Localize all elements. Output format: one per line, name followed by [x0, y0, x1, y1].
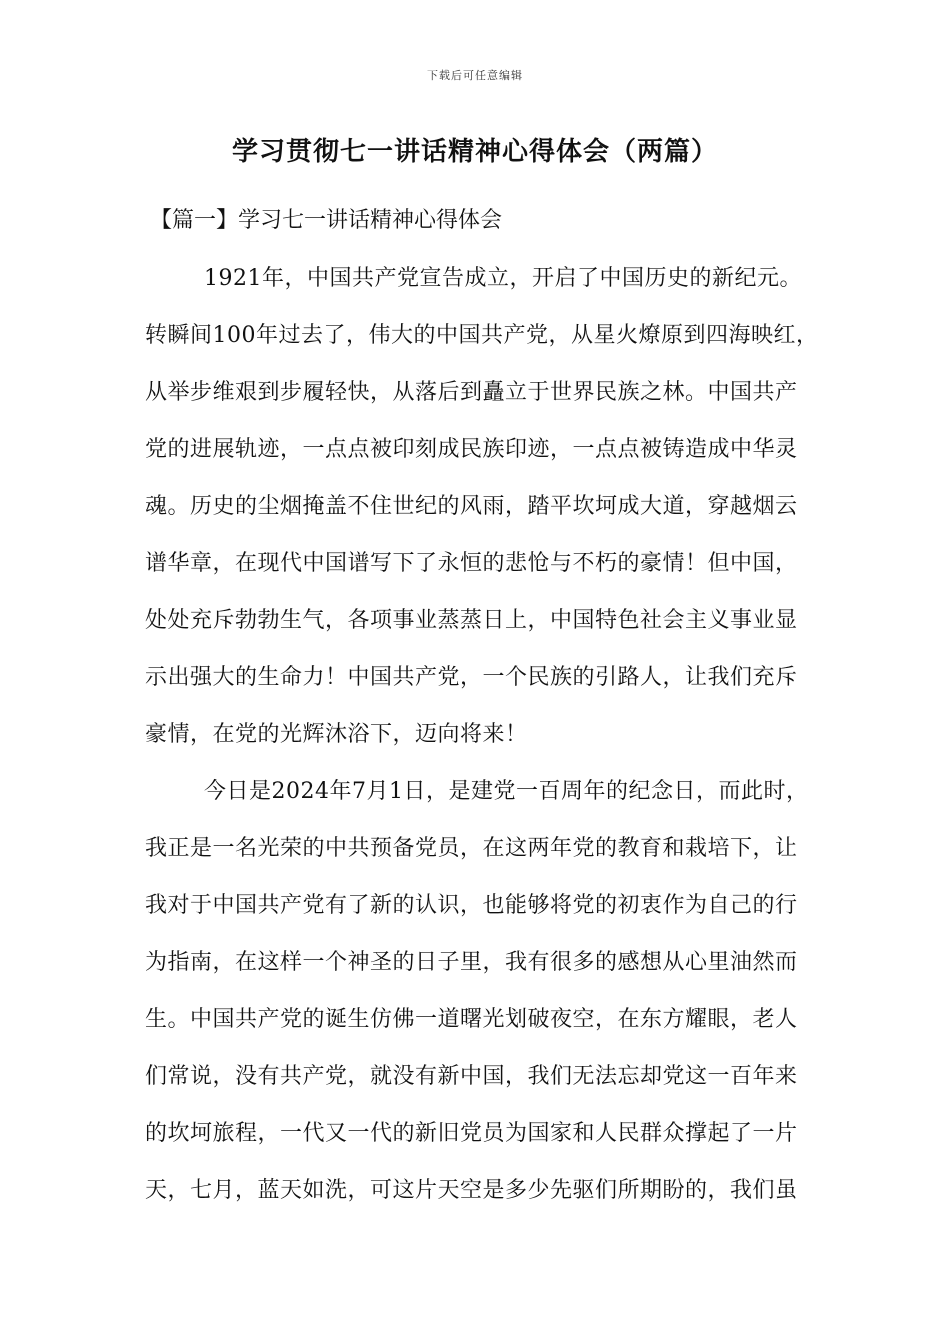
- paragraph-line: 生。中国共产党的诞生仿佛一道曙光划破夜空，在东方耀眼，老人: [145, 1007, 798, 1032]
- header-note: 下载后可任意编辑: [427, 69, 523, 82]
- paragraph-line: 转瞬间100年过去了，伟大的中国共产党，从星火燎原到四海映红，: [145, 323, 819, 348]
- paragraph-line: 的坎坷旅程，一代又一代的新旧党员为国家和人民群众撑起了一片: [145, 1121, 798, 1146]
- paragraph-line: 们常说，没有共产党，就没有新中国，我们无法忘却党这一百年来: [145, 1064, 798, 1089]
- paragraph-line: 从举步维艰到步履轻快，从落后到矗立于世界民族之林。中国共产: [145, 380, 798, 405]
- paragraph-line: 1921年，中国共产党宣告成立，开启了中国历史的新纪元。: [204, 266, 802, 291]
- paragraph-line: 处处充斥勃勃生气，各项事业蒸蒸日上，中国特色社会主义事业显: [145, 608, 798, 633]
- paragraph-line: 豪情，在党的光辉沐浴下，迈向将来！: [145, 722, 528, 747]
- paragraph-line: 我对于中国共产党有了新的认识，也能够将党的初衷作为自己的行: [145, 893, 798, 918]
- section-heading: 【篇一】学习七一讲话精神心得体会: [150, 208, 503, 233]
- document-title: 学习贯彻七一讲话精神心得体会（两篇）: [231, 137, 718, 167]
- paragraph-line: 我正是一名光荣的中共预备党员，在这两年党的教育和栽培下，让: [145, 836, 798, 861]
- paragraph-line: 示出强大的生命力！中国共产党，一个民族的引路人，让我们充斥: [145, 665, 798, 690]
- paragraph-line: 今日是2024年7月1日，是建党一百周年的纪念日，而此时，: [204, 779, 809, 804]
- paragraph-line: 为指南，在这样一个神圣的日子里，我有很多的感想从心里油然而: [145, 950, 798, 975]
- paragraph-line: 天，七月，蓝天如洗，可这片天空是多少先驱们所期盼的，我们虽: [145, 1178, 798, 1203]
- paragraph-line: 谱华章，在现代中国谱写下了永恒的悲怆与不朽的豪情！但中国，: [145, 551, 798, 576]
- paragraph-line: 党的进展轨迹，一点点被印刻成民族印迹，一点点被铸造成中华灵: [145, 437, 798, 462]
- paragraph-line: 魂。历史的尘烟掩盖不住世纪的风雨，踏平坎坷成大道，穿越烟云: [145, 494, 798, 519]
